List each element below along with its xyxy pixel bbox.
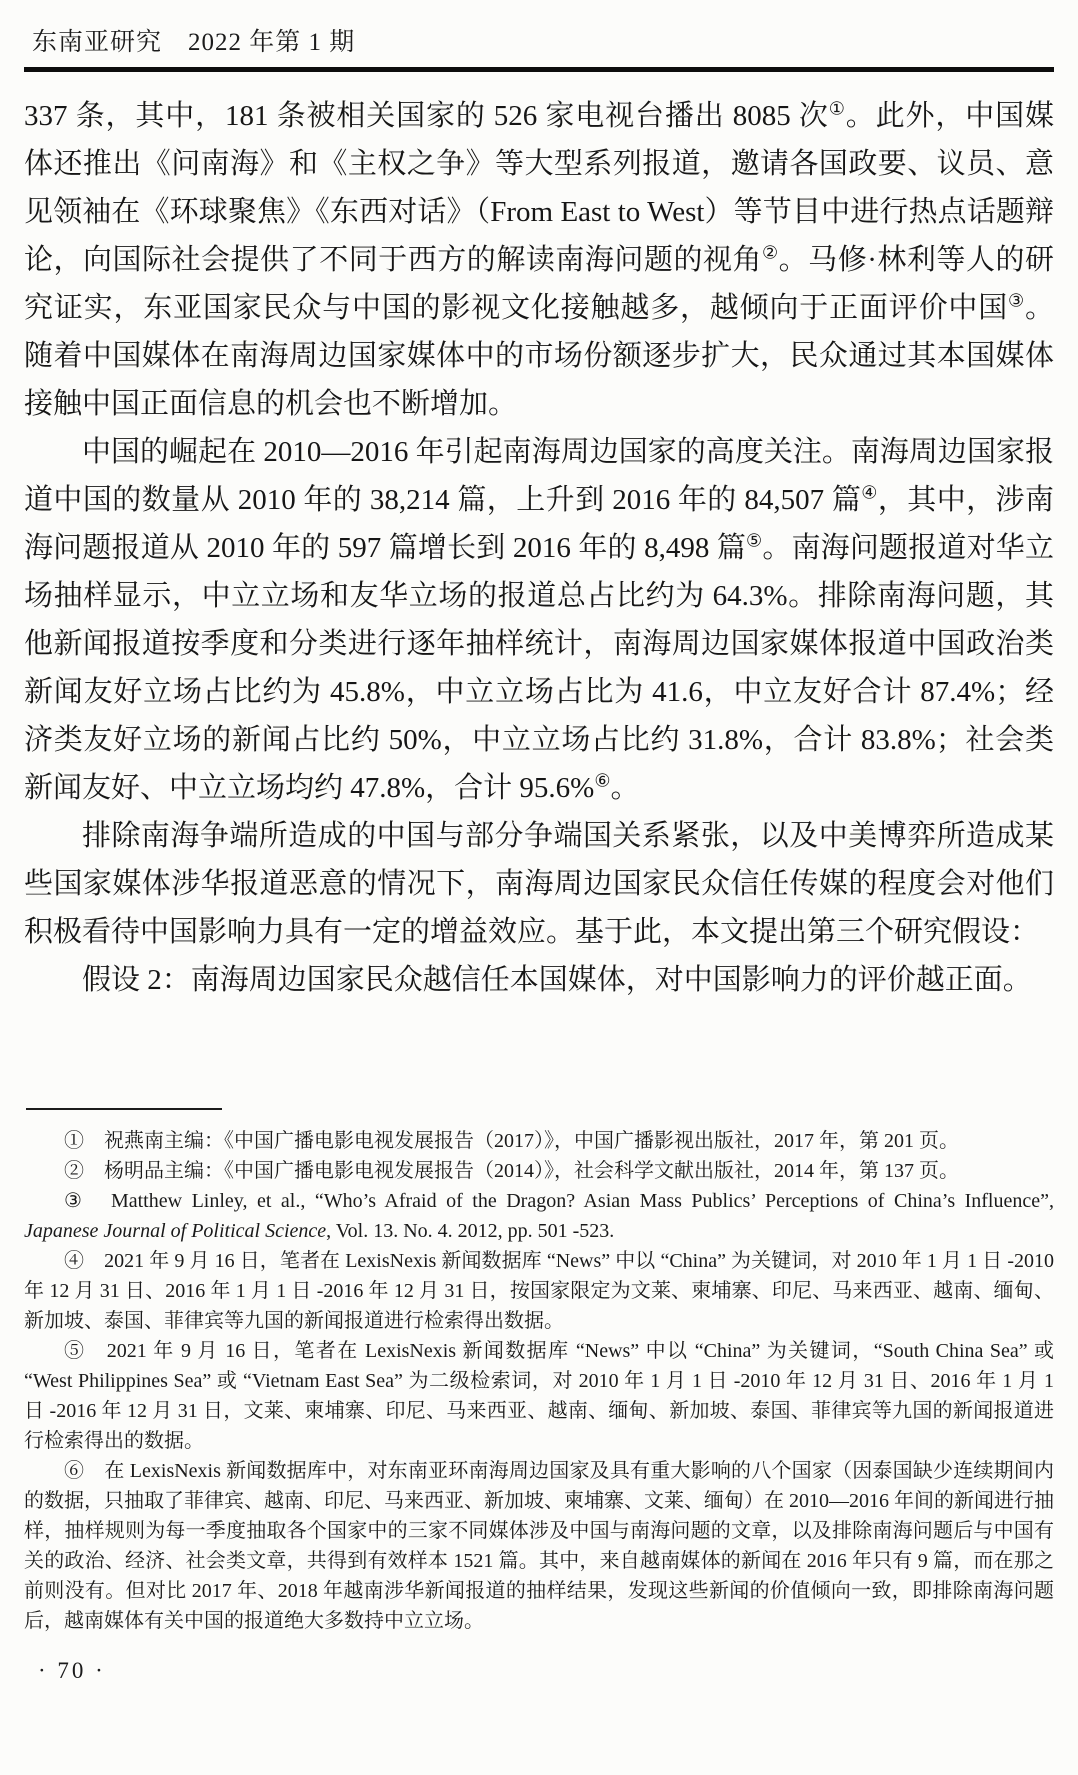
header-rule [24, 67, 1054, 72]
article-body [24, 92, 1054, 1004]
footnote-6 [24, 1456, 1054, 1636]
text-run: 337 条，其中，181 条被相关国家的 526 家电视台播出 8085 次 [24, 100, 829, 132]
footnote-marker: ④ [861, 482, 878, 503]
text-run: ，其中，涉南海问题报道从 2010 年的 597 篇增长到 2016 年的 8,498 篇 [24, 484, 1054, 564]
italic-text-run: Japanese Journal of Political Science [24, 1220, 327, 1242]
footnote-2 [24, 1156, 1054, 1186]
text-run: 。南海问题报道对华立场抽样显示，中立立场和友华立场的报道总占比约为 64.3%。排除南海问题，其他新闻报道按季度和分类进行逐年抽样统计，南海周边国家媒体报道中国政治类新闻友好立场占比约为 45.8%，中立立场占比为 41.6，中立友好合计 87.4%；经济类友好立场的新闻占比约 50%，中立立场占比约 31.8%，合计 83.8%；社会类新闻友好、中立立场均约 47.8%，合计 95.6% [24, 532, 1054, 804]
text-run: , Vol. 13. No. 4. 2012, pp. 501 -523. [326, 1220, 615, 1242]
text-run: 。 [610, 772, 640, 804]
page-number [24, 1658, 1054, 1684]
text-run: ⑤ 2021 年 9 月 16 日，笔者在 LexisNexis 新闻数据库 “News” 中以 “China” 为关键词，“South China Sea” 或 “West Philippines Sea” 或 “Vietnam East Sea” 为二级检索词，对 2010 年 1 月 1 日 -2010 年 12 月 31 日、2016 年 1 月 1 日 -2016 年 12 月 31 日，文莱、柬埔寨、印尼、马来西亚、越南、缅甸、新加坡、泰国、菲律宾等九国的新闻报道进行检索得出的数据。 [24, 1340, 1054, 1452]
text-run: 假设 2：南海周边国家民众越信任本国媒体，对中国影响力的评价越正面。 [82, 964, 1032, 996]
page-number-value: · 70 · [38, 1658, 106, 1683]
body-paragraph-1 [24, 92, 1054, 428]
text-run: ⑥ 在 LexisNexis 新闻数据库中，对东南亚环南海周边国家及具有重大影响的八个国家（因泰国缺少连续期间内的数据，只抽取了菲律宾、越南、印尼、马来西亚、新加坡、柬埔寨、文莱、缅甸）在 2010—2016 年间的新闻进行抽样，抽样规则为每一季度抽取各个国家中的三家不同媒体涉及中国与南海问题的文章，以及排除南海问题后与中国有关的政治、经济、社会类文章，共得到有效样本 1521 篇。其中，来自越南媒体的新闻在 2016 年只有 9 篇，而在那之前则没有。但对比 2017 年、2018 年越南涉华新闻报道的抽样结果，发现这些新闻的价值倾向一致，即排除南海问题后，越南媒体有关中国的报道绝大多数持中立立场。 [24, 1460, 1054, 1632]
journal-header [24, 18, 1054, 58]
text-run: 。此外，中国媒体还推出《问南海》和《主权之争》等大型系列报道，邀请各国政要、议员、意见领袖在《环球聚焦》《东西对话》（From East to West）等节目中进行热点话题辩论，向国际社会提供了不同于西方的解读南海问题的视角 [24, 100, 1054, 276]
text-run: 。随着中国媒体在南海周边国家媒体中的市场份额逐步扩大，民众通过其本国媒体接触中国正面信息的机会也不断增加。 [24, 292, 1054, 420]
footnote-marker: ② [762, 242, 779, 263]
footnote-marker: ① [828, 98, 846, 119]
body-paragraph-2 [24, 428, 1054, 812]
footnote-separator [26, 1108, 222, 1110]
footnote-marker: ⑤ [746, 530, 763, 551]
footnotes-section [24, 1108, 1054, 1636]
footnote-marker: ③ [1008, 290, 1025, 311]
text-run: ③ Matthew Linley, et al., “Who’s Afraid of the Dragon? Asian Mass Publics’ Perceptions of China’s Influence”, [64, 1190, 1054, 1212]
footnote-4 [24, 1246, 1054, 1336]
text-run: ① 祝燕南主编：《中国广播电影电视发展报告（2017）》，中国广播影视出版社，2017 年，第 201 页。 [64, 1130, 959, 1152]
text-run: 。马修·林利等人的研究证实，东亚国家民众与中国的影视文化接触越多，越倾向于正面评价中国 [24, 244, 1054, 324]
footnote-3 [24, 1186, 1054, 1246]
footnote-1 [24, 1126, 1054, 1156]
body-paragraph-3 [24, 812, 1054, 956]
footnote-marker: ⑥ [594, 770, 611, 791]
text-run: 中国的崛起在 2010—2016 年引起南海周边国家的高度关注。南海周边国家报道中国的数量从 2010 年的 38,214 篇，上升到 2016 年的 84,507 篇 [24, 436, 1054, 516]
footnote-5 [24, 1336, 1054, 1456]
text-run: 排除南海争端所造成的中国与部分争端国关系紧张，以及中美博弈所造成某些国家媒体涉华报道恶意的情况下，南海周边国家民众信任传媒的程度会对他们积极看待中国影响力具有一定的增益效应。基于此，本文提出第三个研究假设： [24, 820, 1054, 948]
journal-title-line: 东南亚研究 2022 年第 1 期 [32, 29, 356, 56]
body-paragraph-4 [24, 956, 1054, 1004]
text-run: ④ 2021 年 9 月 16 日，笔者在 LexisNexis 新闻数据库 “News” 中以 “China” 为关键词，对 2010 年 1 月 1 日 -2010 年 12 月 31 日、2016 年 1 月 1 日 -2016 年 12 月 31 日，按国家限定为文莱、柬埔寨、印尼、马来西亚、越南、缅甸、新加坡、泰国、菲律宾等九国的新闻报道进行检索得出数据。 [24, 1250, 1054, 1332]
text-run: ② 杨明品主编：《中国广播电影电视发展报告（2014）》，社会科学文献出版社，2014 年，第 137 页。 [64, 1160, 959, 1182]
